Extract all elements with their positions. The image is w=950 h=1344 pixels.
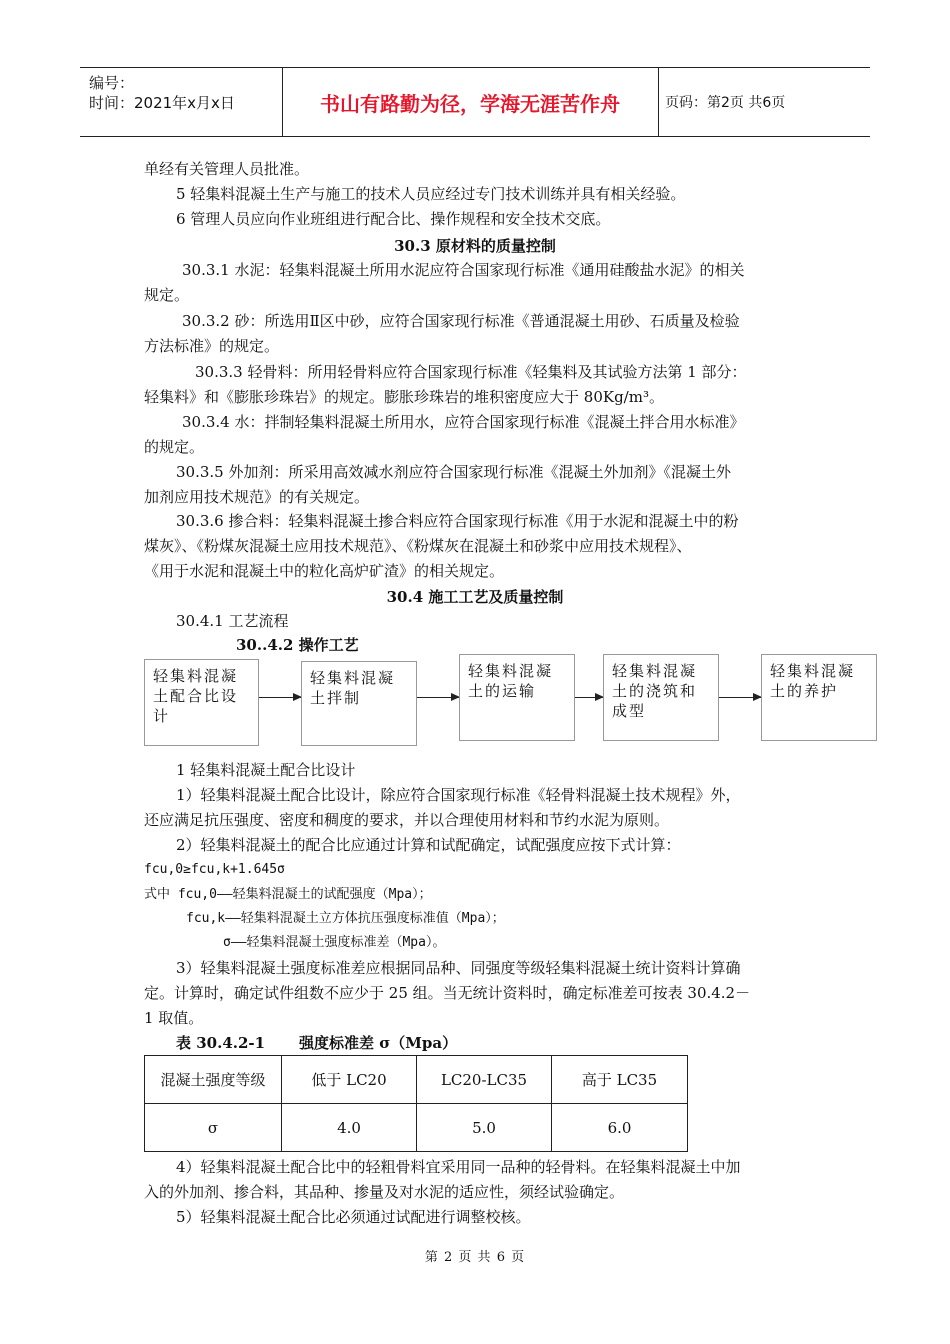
table-cell: 6.0 (552, 1104, 688, 1152)
text-line: 30.4.1 工艺流程 (176, 612, 289, 630)
text-line: 4）轻集料混凝土配合比中的轻粗骨料宜采用同一品种的轻骨料。在轻集料混凝土中加 (176, 1158, 741, 1176)
section-heading-30-4: 30.4 施工工艺及质量控制 (386, 588, 564, 606)
header-info-cell (80, 68, 283, 136)
section-heading-30-3: 30.3 原材料的质量控制 (394, 237, 556, 255)
page-header (80, 67, 870, 137)
text-line: 的规定。 (144, 438, 205, 456)
table-cell: 4.0 (282, 1104, 417, 1152)
text-line: 1 取值。 (144, 1009, 204, 1027)
table-header-cell: 高于 LC35 (552, 1056, 688, 1104)
text-line: 30.3.3 轻骨料：所用轻骨料应符合国家现行标准《轻集料及其试验方法第 1 部分： (195, 363, 747, 381)
subheading-30-4-2: 30..4.2 操作工艺 (236, 636, 359, 654)
table-header-cell: 低于 LC20 (282, 1056, 417, 1104)
number-label: 编号： (89, 74, 135, 92)
flow-step-transport: 轻集料混凝土的运输 (459, 654, 575, 741)
text-line: 30.3.6 掺合料：轻集料混凝土掺合料应符合国家现行标准《用于水泥和混凝土中的粉 (176, 512, 739, 530)
flow-arrow (259, 697, 301, 698)
table-header-cell: LC20-LC35 (417, 1056, 552, 1104)
flow-arrow (719, 697, 761, 698)
text-line: 入的外加剂、掺合料，其品种、掺量及对水泥的适应性，须经试验确定。 (144, 1183, 625, 1201)
text-line: 单经有关管理人员批准。 (144, 160, 310, 178)
time-label: 时间：2021年x月x日 (89, 94, 235, 112)
text-line: 30.3.4 水：拌制轻集料混凝土所用水，应符合国家现行标准《混凝土拌合用水标准》 (182, 413, 745, 431)
formula: fcu,0≥fcu,k+1.645σ (144, 862, 285, 877)
table-caption-number: 表 30.4.2-1 (176, 1034, 266, 1052)
flow-arrow (417, 697, 459, 698)
text-line: 30.3.5 外加剂：所采用高效减水剂应符合国家现行标准《混凝土外加剂》《混凝土外 (176, 463, 731, 481)
text-line: 《用于水泥和混凝土中的粒化高炉矿渣》的相关规定。 (144, 562, 505, 580)
text-line: 2）轻集料混凝土的配合比应通过计算和试配确定，试配强度应按下式计算： (176, 836, 681, 854)
text-line: 5）轻集料混凝土配合比必须通过试配进行调整校核。 (176, 1208, 531, 1226)
text-line: 规定。 (144, 286, 190, 304)
flow-step-mix-design: 轻集料混凝土配合比设计 (144, 659, 259, 746)
text-line: 煤灰》、《粉煤灰混凝土应用技术规范》、《粉煤灰在混凝土和砂浆中应用技术规程》、 (144, 537, 692, 555)
text-line: 加剂应用技术规范》的有关规定。 (144, 488, 370, 506)
table-cell: σ (145, 1104, 282, 1152)
flow-step-pouring: 轻集料混凝土的浇筑和成型 (603, 654, 719, 741)
table-row (145, 1056, 688, 1104)
text-line: 30.3.1 水泥：轻集料混凝土所用水泥应符合国家现行标准《通用硅酸盐水泥》的相关 (182, 261, 745, 279)
formula-note: fcu,k——轻集料混凝土立方体抗压强度标准值（Mpa）； (186, 911, 505, 926)
table-header-cell: 混凝土强度等级 (145, 1056, 282, 1104)
text-line: 1 轻集料混凝土配合比设计 (176, 761, 356, 779)
table-caption-title: 强度标准差 σ（Mpa） (299, 1034, 458, 1052)
text-line: 6 管理人员应向作业班组进行配合比、操作规程和安全技术交底。 (176, 210, 611, 228)
flow-step-mixing: 轻集料混凝土拌制 (301, 661, 417, 746)
formula-note: 式中 fcu,0——轻集料混凝土的试配强度（Mpa）； (144, 887, 432, 902)
text-line: 5 轻集料混凝土生产与施工的技术人员应经过专门技术训练并具有相关经验。 (176, 185, 686, 203)
text-line: 30.3.2 砂：所选用Ⅱ区中砂，应符合国家现行标准《普通混凝土用砂、石质量及检验 (182, 312, 740, 330)
text-line: 还应满足抗压强度、密度和稠度的要求，并以合理使用材料和节约水泥为原则。 (144, 811, 670, 829)
table-row (145, 1104, 688, 1152)
text-line: 方法标准》的规定。 (144, 337, 280, 355)
std-deviation-table (144, 1055, 688, 1152)
flow-step-curing: 轻集料混凝土的养护 (761, 654, 877, 741)
header-motto: 书山有路勤为径，学海无涯苦作舟 (282, 68, 659, 136)
header-page-label: 页码：第2页 共6页 (665, 95, 786, 111)
formula-note: σ——轻集料混凝土强度标准差（Mpa）。 (223, 935, 446, 950)
flow-arrow (575, 697, 603, 698)
text-line: 1）轻集料混凝土配合比设计，除应符合国家现行标准《轻骨料混凝土技术规程》外， (176, 786, 741, 804)
table-cell: 5.0 (417, 1104, 552, 1152)
text-line: 3）轻集料混凝土强度标准差应根据同品种、同强度等级轻集料混凝土统计资料计算确 (176, 959, 741, 977)
text-line: 轻集料》和《膨胀珍珠岩》的规定。膨胀珍珠岩的堆积密度应大于 80Kg/m³。 (144, 388, 664, 406)
text-line: 定。计算时，确定试件组数不应少于 25 组。当无统计资料时，确定标准差可按表 30.4.2－ (144, 984, 751, 1002)
page-footer: 第 2 页 共 6 页 (424, 1250, 526, 1265)
